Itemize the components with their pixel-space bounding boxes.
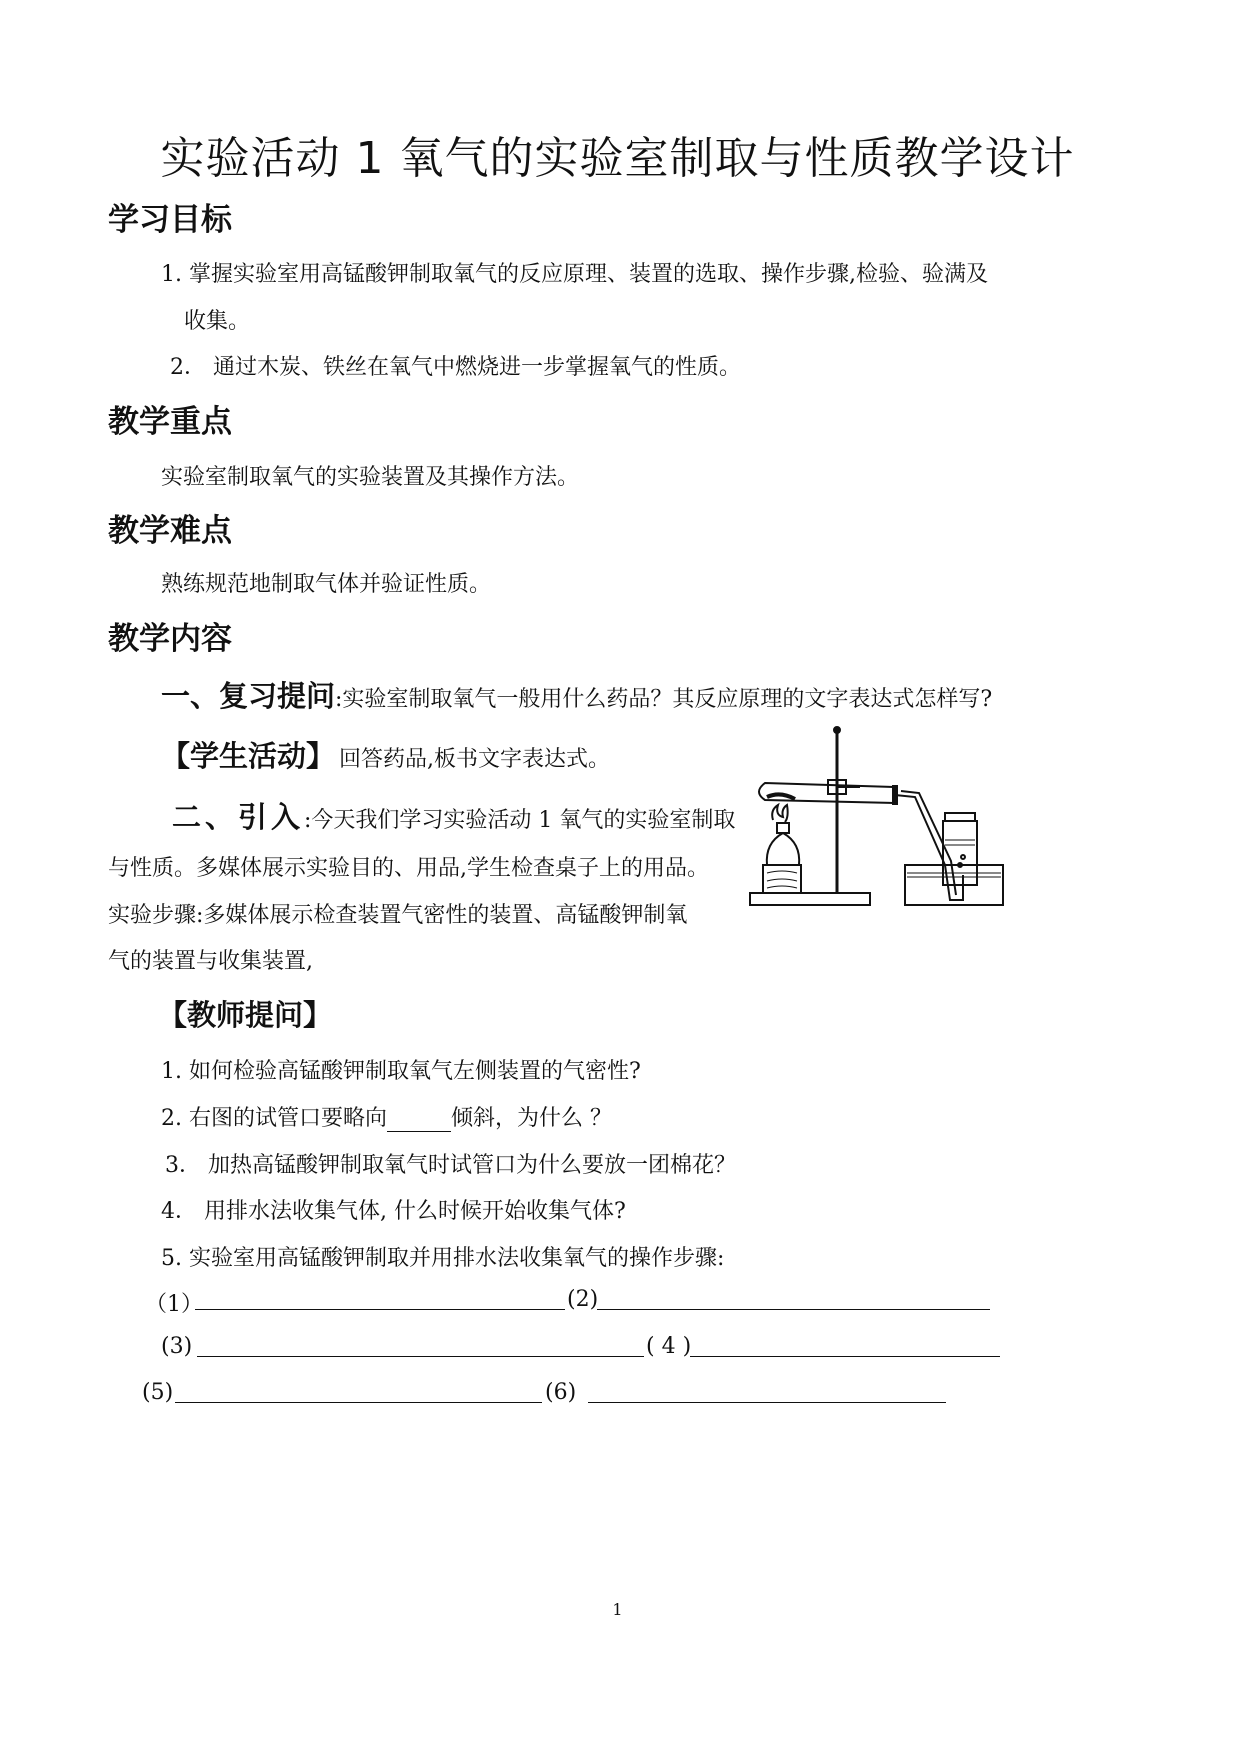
review-lead: 一、复习提问	[161, 679, 336, 713]
step-blank-6[interactable]	[588, 1402, 946, 1403]
goals-heading: 学习目标	[108, 202, 232, 238]
intro-line-1	[172, 795, 735, 836]
page-number: 1	[612, 1600, 623, 1619]
step-label-4: ( 4 )	[646, 1334, 692, 1359]
goal-item-1-line2: 收集。	[184, 309, 251, 334]
step-blank-5[interactable]	[175, 1402, 542, 1403]
student-text: 回答药品,板书文字表达式。	[339, 747, 611, 772]
goal-item-1-line1: 1. 掌握实验室用高锰酸钾制取氧气的反应原理、装置的选取、操作步骤,检验、验满及	[161, 262, 988, 287]
step-blank-2[interactable]	[597, 1309, 990, 1310]
review-text: :实验室制取氧气一般用什么药品？其反应原理的文字表达式怎样写?	[335, 687, 993, 712]
question-4: 4． 用排水法收集气体, 什么时候开始收集气体?	[161, 1199, 626, 1224]
question-2-after: 倾斜，为什么 ？	[450, 1106, 612, 1131]
difficulties-heading: 教学难点	[108, 513, 232, 549]
step-label-3: (3)	[161, 1334, 193, 1359]
step-label-6: (6)	[545, 1380, 577, 1405]
intro-line-4: 气的装置与收集装置,	[108, 949, 313, 974]
step-label-2: (2)	[567, 1287, 599, 1312]
question-2	[161, 1101, 612, 1132]
teacher-questions-heading: 【教师提问】	[158, 998, 333, 1032]
page-title: 实验活动 1 氧气的实验室制取与性质教学设计	[160, 133, 1075, 184]
question-1: 1. 如何检验高锰酸钾制取氧气左侧装置的气密性?	[161, 1059, 641, 1084]
difficulties-text: 熟练规范地制取气体并验证性质。	[161, 572, 492, 597]
step-blank-3[interactable]	[197, 1356, 644, 1357]
student-activity	[161, 734, 610, 775]
step-label-5: (5)	[142, 1380, 174, 1405]
oxygen-apparatus-illustration	[745, 725, 1010, 910]
step-blank-1[interactable]	[195, 1309, 565, 1310]
content-heading: 教学内容	[108, 621, 232, 657]
key-points-heading: 教学重点	[108, 404, 232, 440]
student-lead: 【学生活动】	[161, 739, 336, 773]
intro-text: :今天我们学习实验活动 1 氧气的实验室制取	[304, 808, 736, 833]
intro-line-2: 与性质。多媒体展示实验目的、用品,学生检查桌子上的用品。	[108, 856, 709, 881]
question-2-blank[interactable]	[387, 1113, 451, 1132]
intro-lead: 二、引入	[172, 800, 305, 834]
step-blank-4[interactable]	[690, 1356, 1000, 1357]
key-points-text: 实验室制取氧气的实验装置及其操作方法。	[161, 465, 580, 490]
review-question	[161, 674, 992, 715]
intro-line-3: 实验步骤:多媒体展示检查装置气密性的装置、高锰酸钾制氧	[108, 903, 688, 928]
step-label-1: （1）	[145, 1292, 203, 1317]
question-5: 5. 实验室用高锰酸钾制取并用排水法收集氧气的操作步骤:	[161, 1246, 725, 1271]
goal-item-2: 2． 通过木炭、铁丝在氧气中燃烧进一步掌握氧气的性质。	[170, 355, 741, 380]
question-3: 3． 加热高锰酸钾制取氧气时试管口为什么要放一团棉花？	[165, 1153, 736, 1178]
question-2-before: 2. 右图的试管口要略向	[161, 1106, 387, 1131]
